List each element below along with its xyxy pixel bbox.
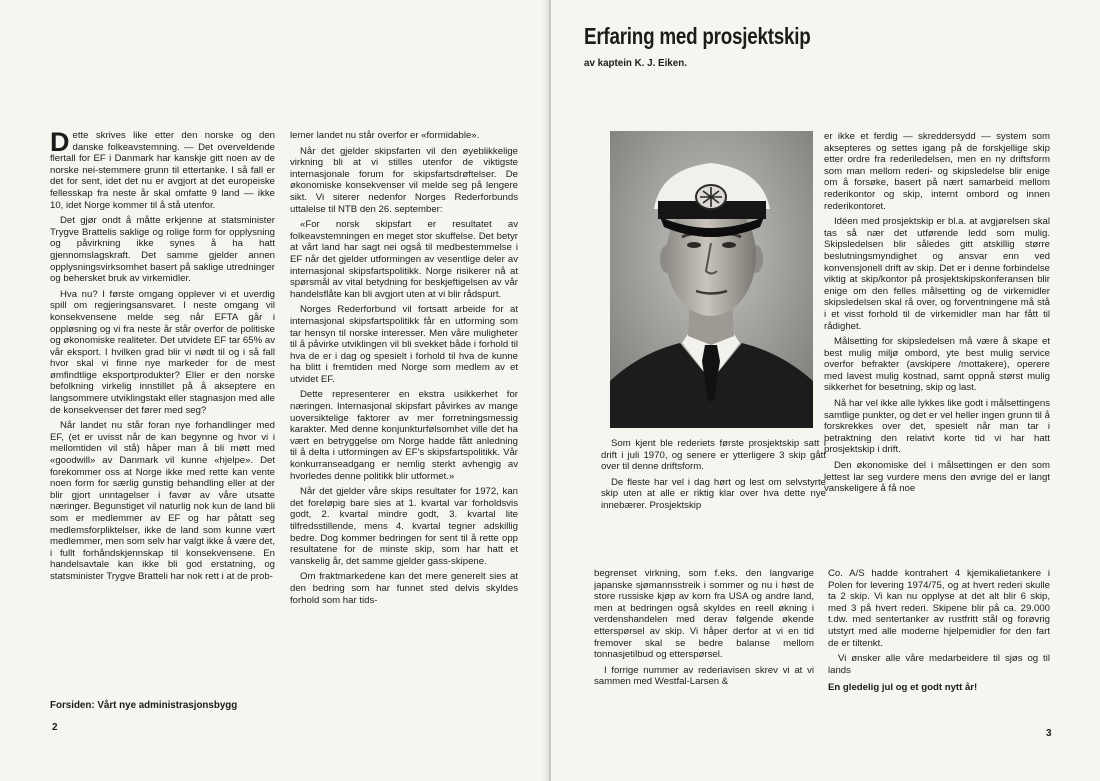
paragraph: Vi ønsker alle våre medarbeidere til sjøs og til lands xyxy=(828,653,1050,676)
paragraph: Når landet nu står foran nye forhandlinger med EF, (et er uvisst når de kan begynne og hvor vi i mellomtiden vil stå) håper man å bli møtt med «goodwill» av Danmark vil kunne «hjelpe». Det forekommer oss at Norge ikke med rette kan vente noen form for særlig gunstig behandling eller at der blir gjort unntagelser i favør av våre utsatte næringer. Begunstiget vil naturlig nok kun de land bli som er medlemmer av EF og har påtatt seg medlemsforpliktelser, ikke de land som kunne vært medlemmer, men som selv har valgt ikke å være det, i fullt forhåndskjennskap til konsekvensene. En handelsavtale kan ikke bli god erstatning, og statsminister Trygve Bratteli har nok rett i at de prob- xyxy=(50,420,275,582)
cover-caption: Forsiden: Vårt nye administrasjonsbygg xyxy=(50,700,238,711)
paragraph: Om fraktmarkedene kan det mere generelt sies at den bedring som har funnet sted delvis skyldes forhold som har tids- xyxy=(290,571,518,606)
paragraph: Målsetting for skipsledelsen må være å skape et best mulig miljø ombord, yte best mulig service overfor befrakter (avskipere /mottakere), operere med lavest mulig kostnad, samt oppnå størst mulig sikkerhet for besetning, skip og last. xyxy=(824,336,1050,394)
paragraph: Når det gjelder våre skips resultater for 1972, kan det foreløpig bare sies at 1. kvartal var forholdsvis godt, 2. kvartal mindre godt, 3. kvartal lite tilfredsstillende, mens 4. kvartal tegner adskillig bedre. Dog kommer bedringen for sent til å rette opp resultatene for de minste skip, som har hatt et vanskelig år, det samme gjelder gass-skipene. xyxy=(290,486,518,567)
paragraph: Hva nu? I første omgang opplever vi et uverdig spill om regjeringsansvaret. I neste omgang vil konsekvensene melde seg når EFTA går i oppløsning og vi fra neste år står overfor de politiske og økonomiske realiteter. Det utvidete EF tar 65% av vår eksport. I hvilken grad blir vi nødt til og i så fall hvor skal vi finne nye markeder for de mest ømfindtlige eksportprodukter? Eller er den norske befolkning virkelig innstillet på å akseptere en langsommere utviklingstakt eller stagnasjon med alle de konsekvenser det fører med seg? xyxy=(50,288,275,416)
page-number-left: 2 xyxy=(52,722,58,733)
paragraph: Norges Rederforbund vil fortsatt arbeide for at internasjonal skipsfartspolitikk får en utforming som tar hensyn til norske interesser. Men våre muligheter til å påvirke utviklingen vil bli svekket både i forhold til hva de er i dag og spesielt i forhold til hva de kunne ha blitt i fremtiden med Norge som medlem av et utvidet EF. xyxy=(290,304,518,385)
drop-cap: D xyxy=(50,130,70,157)
paragraph: lemer landet nu står overfor er «formidable». xyxy=(290,130,480,141)
right-page xyxy=(551,0,1100,781)
captain-portrait-photo xyxy=(610,131,813,428)
left-page xyxy=(0,0,549,781)
bottom-column-right xyxy=(828,568,1050,718)
paragraph: Idéen med prosjektskip er bl.a. at avgjørelsen skal tas så nær det utførende ledd som mulig. Skipsledelsen blir således gitt atskillig større beslutningsmyndighet og ansvar enn ved konvensjonell drift av skip. Det er i denne forbindelse viktig at skip/kontor på prosjektskipskonferansen blir enige om den felles målsetting og de virkemidler skipsledelsen skal rå over, og forventningene må stå i et visst forhold til de virkemidler man har fått til rådighet. xyxy=(824,216,1050,332)
paragraph: Nå har vel ikke alle lykkes like godt i målsettingens samtlige punkter, og det er vel heller ingen grunn til å forskrekkes over det, spesielt når man tar i betraktning den relativt korte tid vi har hatt prosjektskip i drift. xyxy=(824,398,1050,456)
photo-caption-column xyxy=(601,438,826,534)
paragraph: I forrige nummer av rederiavisen skrev vi at vi sammen med Westfal-Larsen & xyxy=(594,664,814,688)
page-number-right: 3 xyxy=(1046,728,1052,739)
paragraph: Co. A/S hadde kontrahert 4 kjemikalietankere i Polen for levering 1974/75, og at hvert rederi skulle ta 2 skip. Vi kan nu opplyse at det alt blir 6 skip, med 3 på hvert rederi. Skipene blir på ca. 29.000 t.dw. med sentertanker av rustfritt stål og forøvrig utstyrt med alle moderne hjelpemidler for den fart de er tiltenkt. xyxy=(828,568,1050,649)
article-byline: av kaptein K. J. Eiken. xyxy=(584,58,687,69)
article-title: Erfaring med prosjektskip xyxy=(584,23,811,49)
left-column-1 xyxy=(50,130,275,700)
paragraph: Den økonomiske del i målsettingen er den som lettest lar seg vurdere mens den øvrige del er langt vanskeligere å få noe xyxy=(824,460,1050,495)
paragraph: Når det gjelder skipsfarten vil den øyeblikkelige virkning bli at vi stilles utenfor de viktigste internasjonale forum for skipsfartsdrøftelser. De økonomiske konsekvenser vil melde seg på lengere sikt. Vi siterer nedenfor Norges Rederforbunds uttalelse til NTB den 26. september: xyxy=(290,145,518,215)
paragraph: er ikke et ferdig — skreddersydd — system som aksepteres og settes igang på de forskjellige skip etter ordre fra rederiledelsen, men en ny driftsform som man mellom rederi- og skipsledelse blir enige om å forsøke, basert på nært samarbeid mellom rederikontor og skip, internt ombord og innen rederikontoret. xyxy=(824,131,1050,212)
right-column-top xyxy=(824,131,1050,536)
paragraph: Dette representerer en ekstra usikkerhet for næringen. Internasjonal skipsfart påvirkes av mange uoversiktelige faktorer av mer forretningsmessig karakter. Med denne konjunkturfølsomhet ville det ha vært en betryggelse om Norge hadde fått anledning til å delta i utformingen av EF's skipsfartspolitikk. Vår konkurranseadgang er nemlig sterkt avhengig av hvorledes denne politikk blir utformet.» xyxy=(290,389,518,482)
portrait-illustration xyxy=(610,131,813,428)
paragraph: begrenset virkning, som f.eks. den langvarige japanske sjømannsstreik i sommer og nu i høst de store russiske kjøp av korn fra USA og andre land, men at bedringen også skyldes en reell økning i verdenshandelen med derav følgende økende etterspørsel av skip. Vi håper derfor at vi en tid fremover skal se bedre balanse mellom tonnasjetilbud og etterspørsel. xyxy=(594,568,814,661)
left-column-2 xyxy=(290,130,518,710)
paragraph: De fleste har vel i dag hørt og lest om selvstyrte skip uten at alle er riktig klar over hva dette nye innebærer. Prosjektskip xyxy=(601,476,826,511)
paragraph: Det gjør ondt å måtte erkjenne at statsminister Trygve Brattelis saklige og rolige form for opplysning og påvirkning ikke synes å ha hatt gjennomslagskraft. Det samme gjelder annen opplysningsvirksomhet basert på saklige utredninger og behersket bruk av virkemidler. xyxy=(50,215,275,285)
holiday-greeting: En gledelig jul og et godt nytt år! xyxy=(828,682,978,694)
bottom-column-left xyxy=(594,568,814,718)
paragraph: Som kjent ble rederiets første prosjektskip satt i drift i juli 1970, og senere er ytterligere 3 skip gått over til denne driftsform. xyxy=(601,438,826,473)
paragraph: «For norsk skipsfart er resultatet av folkeavstemningen en meget stor skuffelse. Det betyr at vårt land har sagt nei også til medbestemmelse i EF når det gjelder utformingen av vesentlige deler av internasjonal skipsfartspolitikk. Norge risikerer nå at spørsmål av vital betydning for beskjeftigelsen av vår handelsflåte kan bli avgjort uten at vi blir rådspurt. xyxy=(290,219,518,300)
paragraph: Dette skrives like etter den norske og den danske folkeavstemning. — Det overveldende flertall for EF i Danmark har kanskje gitt noen av de norske nei-stemmere grunn til ettertanke. I så fall er det for sent, idet det nu er avgjort at det europeiske fellesskap fra neste år skal omfatte 9 land — ikke 10, idet Norge kommer til å stå utenfor. xyxy=(50,130,275,211)
